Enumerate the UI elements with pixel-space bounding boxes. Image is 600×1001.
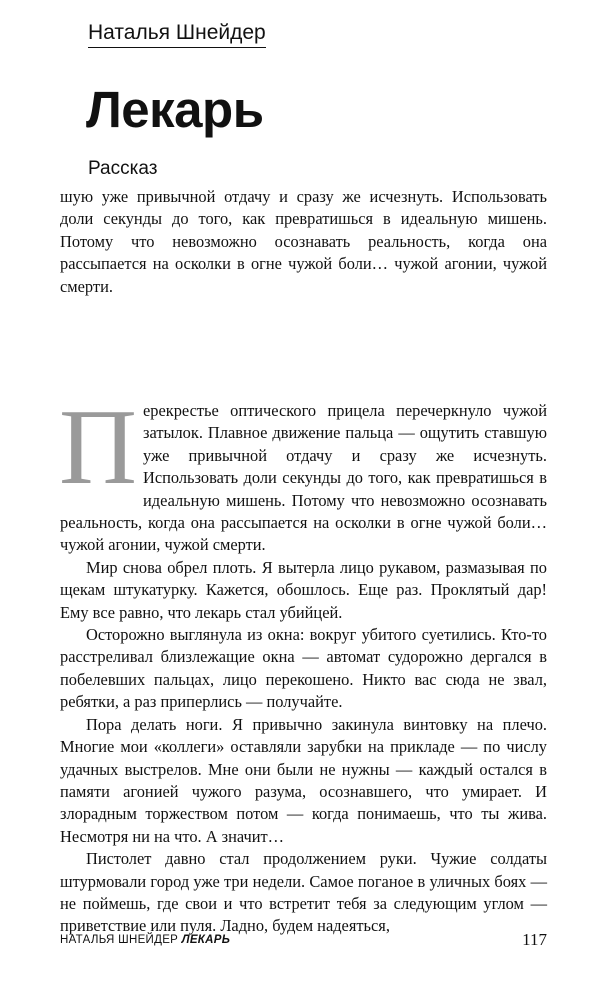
story-paragraph-4: Пора делать ноги. Я привычно закинула винтовку на плечо. Многие мои «коллеги» оставляли зарубки на прикладе — по числу удачных выстрелов. Мне они были не нужны — каждый остался в памяти агонией чужого разума, осознавшего, что умирает. И злорадным торжеством потом — когда понимаешь, что ты жива. Несмотря ни на что. А значит…	[60, 714, 547, 846]
story-paragraph-1	[59, 388, 547, 557]
story-title: Лекарь	[86, 81, 264, 138]
drop-cap-letter: П	[59, 388, 137, 507]
intro-text-block	[60, 186, 547, 298]
author-name: Наталья Шнейдер	[88, 20, 266, 48]
footer-title: ЛЕКАРЬ	[181, 934, 231, 946]
story-paragraph-2: Мир снова обрел плоть. Я вытерла лицо рукавом, размазывая по щекам штукатурку. Кажется, обошлось. Еще раз. Проклятый дар! Ему все равно, что лекарь стал убийцей.	[60, 557, 547, 622]
footer-author: НАТАЛЬЯ ШНЕЙДЕР	[60, 934, 179, 946]
first-paragraph-text: ерекрестье оптического прицела перечеркнуло чужой затылок. Плавное движение пальца — ощутить ставшую уже привычной отдачу и сразу же исчезнуть. Использовать доли секунды до того, как превратишься в идеальную мишень. Потому что невозможно осознавать реальность, когда она рассыпается на осколки в огне чужой боли… чужой агонии, чужой смерти.	[60, 401, 547, 555]
intro-paragraph: шую уже привычной отдачу и сразу же исчезнуть. Использовать доли секунды до того, как превратишься в идеальную мишень. Потому что невозможно осознавать реальность, когда она рассыпается на осколки в огне чужой боли… чужой агонии, чужой смерти.	[60, 187, 547, 296]
story-paragraph-5: Пистолет давно стал продолжением руки. Чужие солдаты штурмовали город уже три недели. Самое поганое в уличных боях — не поймешь, где свои и что встретит тебя за следующим углом — приветствие или пуля. Ладно, будем надеяться,	[60, 849, 547, 936]
story-text-block	[59, 388, 547, 938]
page-number: 117	[522, 930, 547, 949]
story-genre: Рассказ	[88, 158, 158, 179]
story-paragraph-3: Осторожно выглянула из окна: вокруг убитого суетились. Кто-то расстреливал близлежащие окна — автомат судорожно дергался в побелевших пальцах, лицо перекошено. Никто вас сюда не звал, ребятки, а раз приперлись — получайте.	[60, 625, 547, 712]
running-footer	[60, 934, 230, 946]
